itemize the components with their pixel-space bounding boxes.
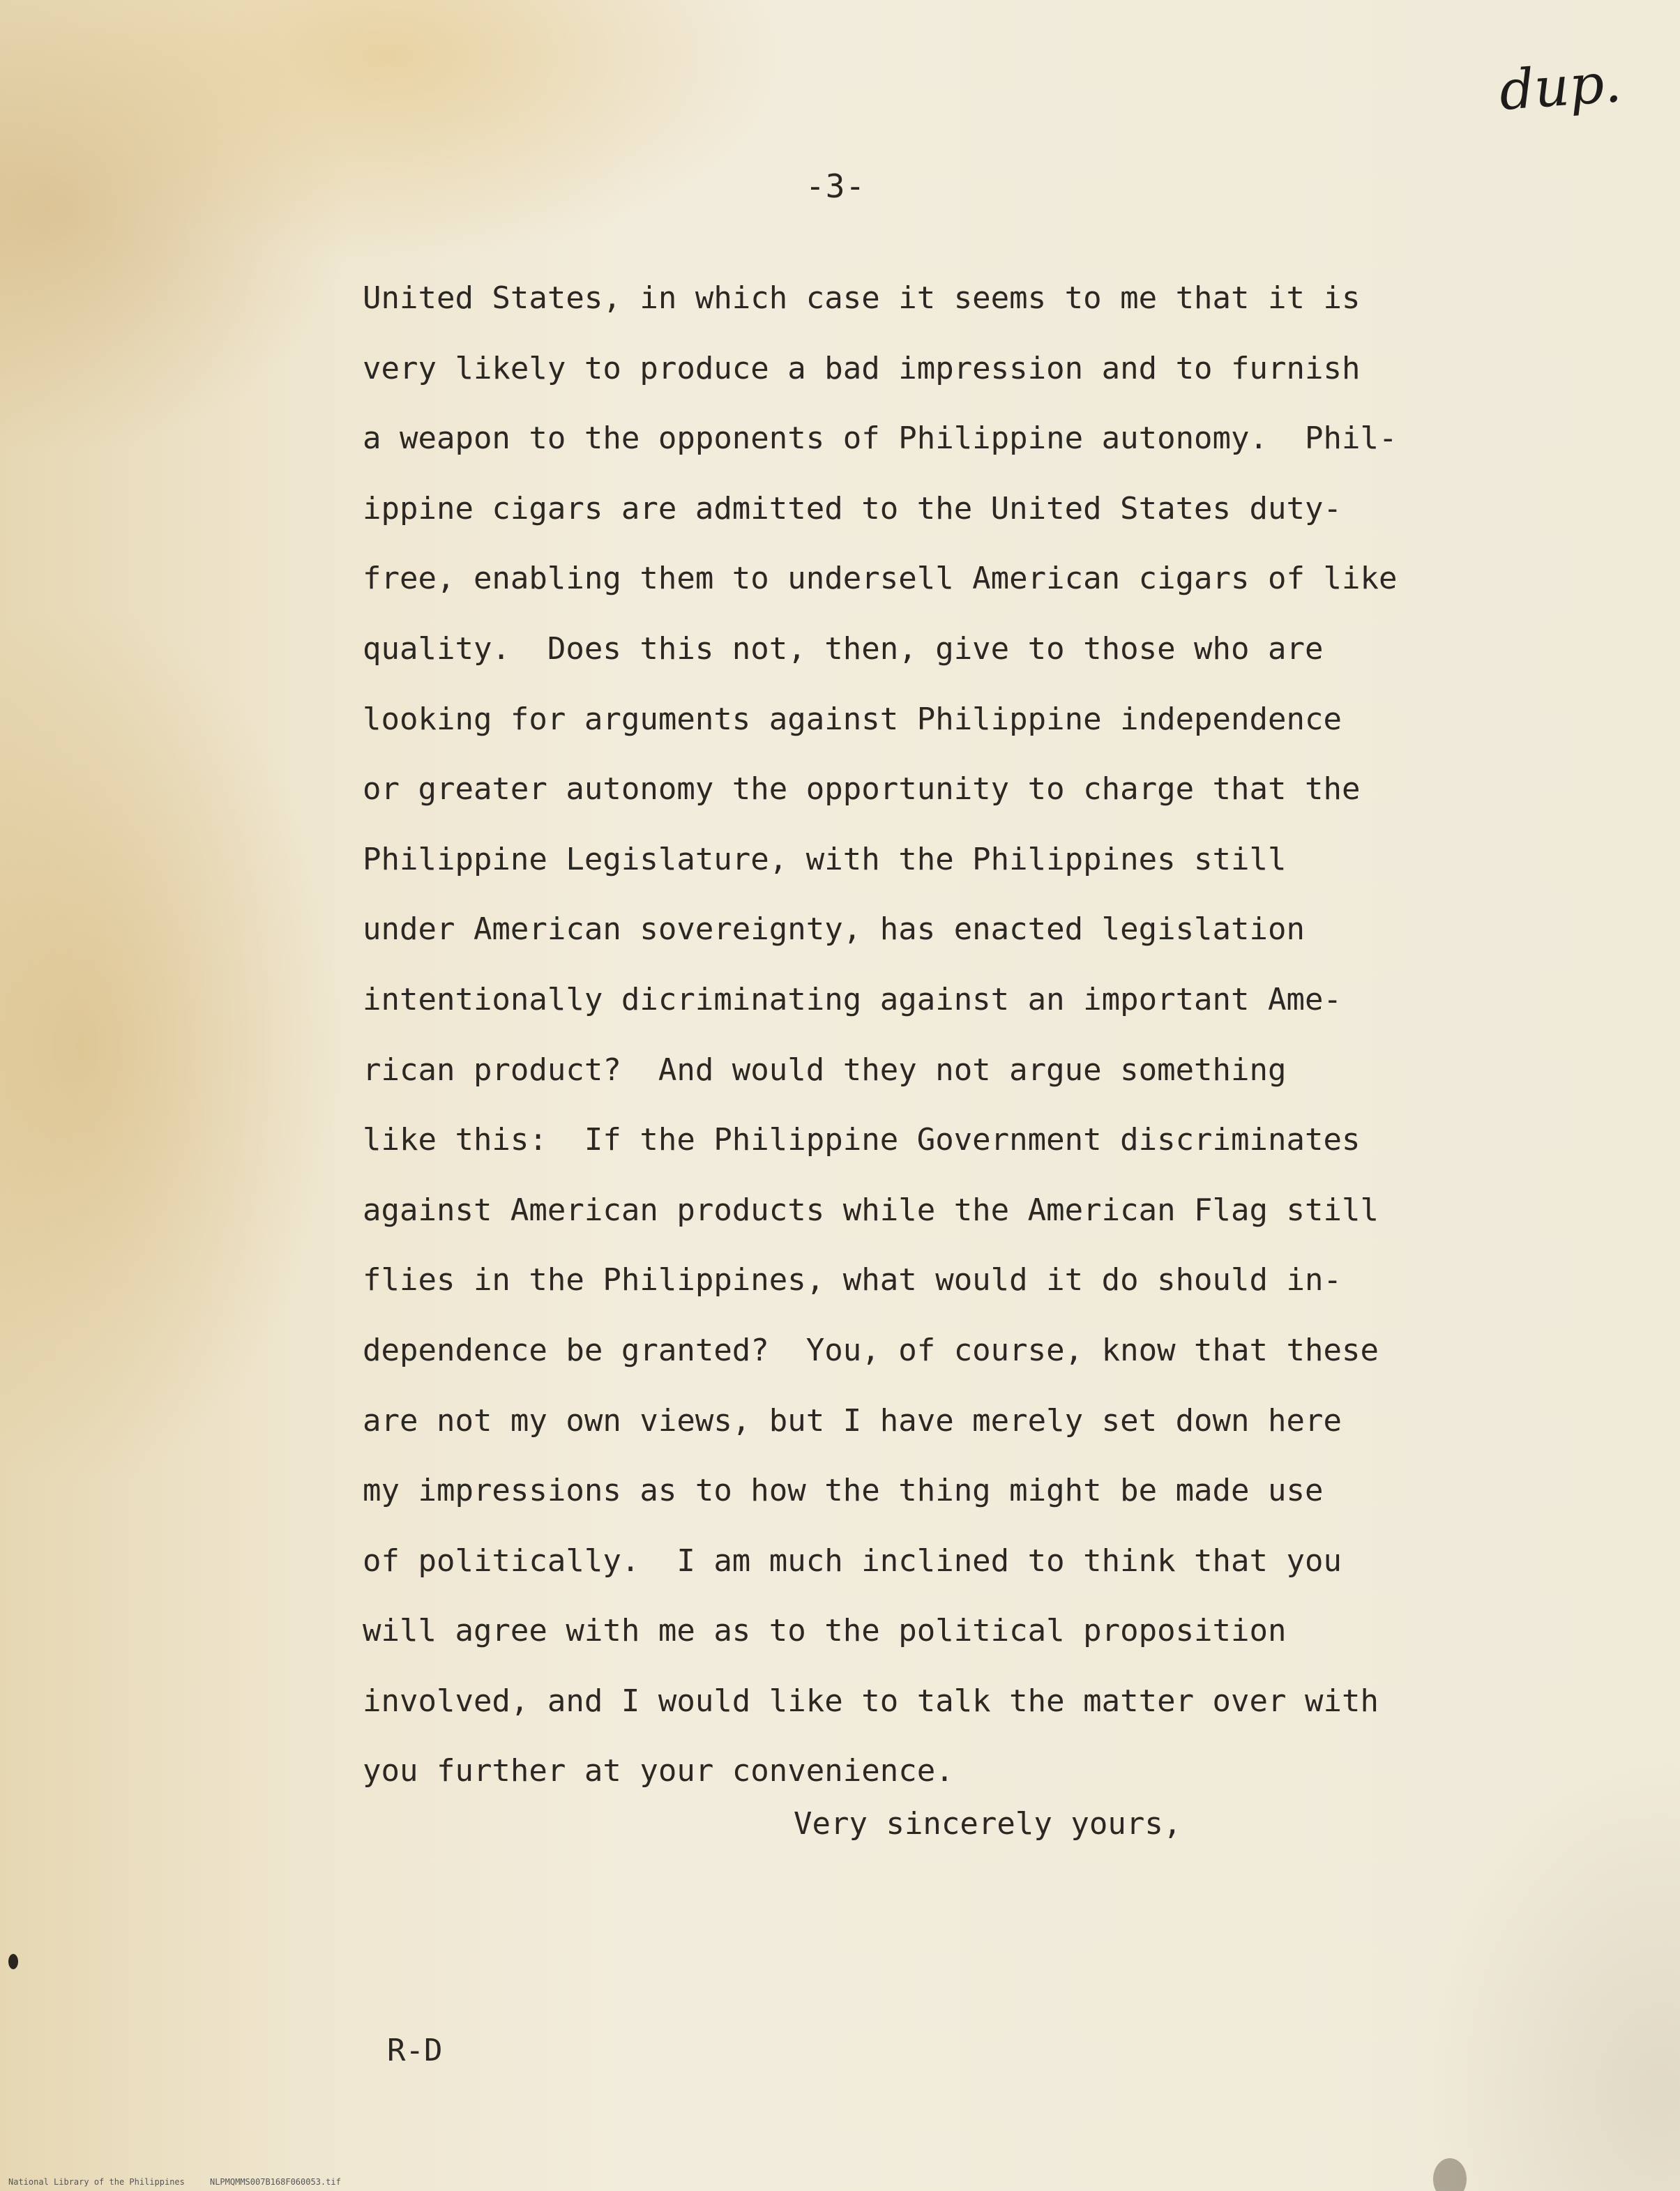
- body-line: rican product? And would they not argue something: [363, 1052, 1287, 1088]
- reference-initials: R-D: [387, 2033, 443, 2068]
- body-line: quality. Does this not, then, give to those who are: [363, 630, 1324, 667]
- body-line: are not my own views, but I have merely set down here: [363, 1402, 1342, 1439]
- body-line: will agree with me as to the political proposition: [363, 1613, 1287, 1649]
- body-line: or greater autonomy the opportunity to charge that the: [363, 771, 1361, 808]
- handwritten-annotation: dup.: [1497, 52, 1624, 123]
- letter-closing: Very sincerely yours,: [794, 1806, 1182, 1842]
- archive-footer: National Library of the Philippines NLPMQMMS007B168F060053.tif: [8, 2177, 341, 2187]
- body-line: of politically. I am much inclined to think that you: [363, 1542, 1342, 1579]
- body-line: free, enabling them to undersell American cigars of like: [363, 561, 1398, 597]
- body-line: flies in the Philippines, what would it do should in-: [363, 1262, 1342, 1298]
- body-line: like this: If the Philippine Government discriminates: [363, 1122, 1361, 1158]
- body-line: Philippine Legislature, with the Philippines still: [363, 841, 1287, 877]
- body-line: ippine cigars are admitted to the United States duty-: [363, 490, 1342, 526]
- body-line: looking for arguments against Philippine independence: [363, 701, 1342, 737]
- body-line: involved, and I would like to talk the matter over with: [363, 1683, 1379, 1719]
- body-line: against American products while the American Flag still: [363, 1192, 1379, 1228]
- body-line: you further at your convenience.: [363, 1753, 954, 1789]
- body-line: a weapon to the opponents of Philippine autonomy. Phil-: [363, 420, 1398, 457]
- body-line: very likely to produce a bad impression and to furnish: [363, 350, 1361, 386]
- letter-body: [363, 264, 1451, 1807]
- ink-spot: [8, 1954, 18, 1969]
- body-line: dependence be granted? You, of course, know that these: [363, 1332, 1379, 1368]
- body-line: United States, in which case it seems to me that it is: [363, 280, 1361, 316]
- body-line: under American sovereignty, has enacted legislation: [363, 911, 1306, 948]
- paper-stain: [1433, 2158, 1467, 2191]
- body-line: my impressions as to how the thing might be made use: [363, 1473, 1324, 1509]
- body-line: intentionally dicriminating against an important Ame-: [363, 981, 1342, 1017]
- page-number: -3-: [805, 167, 866, 205]
